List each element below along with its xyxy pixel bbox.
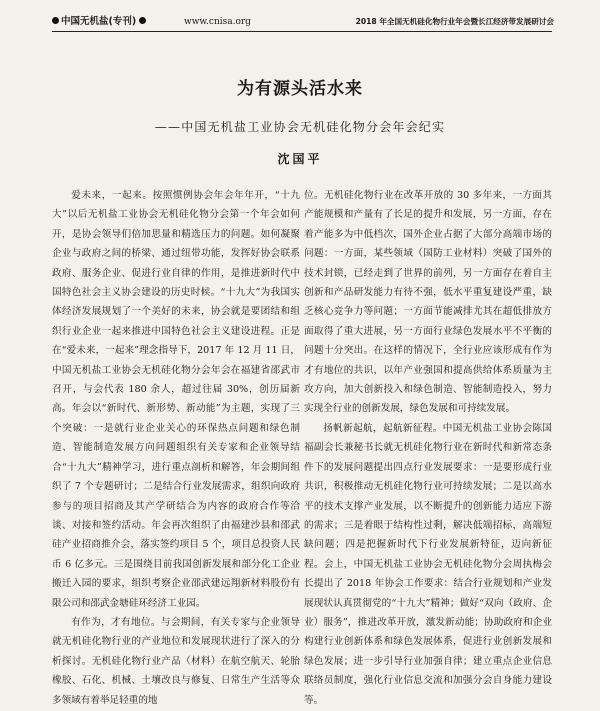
bullet-icon [139, 17, 146, 24]
paragraph: 爱未来，一起来。按照惯例协会年会年年开，“十九大”以后无机盐工业协会无机硅化物分会第一个年会如何开，是协会领导们倍加思量和精选压力的问题。如何凝聚企业与政府之间的桥梁、通过纽带功能，发挥好协会联系政府、服务企业、促进行业自律的作用，是推进新时代中国特色社会主义协会建设的历史时候。“十九大”为我国实体经济发展规划了一个美好的未来，协会就是要团结和组织行业企业一起来推进中国特色社会主义建设进程。正是在“爱未来，一起来”理念指导下，2017 年 12 月 11 日，中国无机盐工业协会无机硅化物分会年会在福建省邵武市召开，与会代表 180 余人，超过往届 30%，创历届新高。年会以“新时代、新形势、新动能”为主题，实现了三个突破：一是就行业企业关心的环保热点问题和绿色制造、智能制造发展方向问题组织有关专家和企业领导结合“十九大”精神学习，进行重点剖析和解答，年会期间组织了 7 个专题研讨；二是结合行业发展需求，组织向政府参与的项目招商及其产学研结合为内容的政府合作等洽谈、对接和签约活动。年会再次组织了由福建沙县和邵武硅产业招商推介会，落实签约项目 5 个，项目总投资人民币 6 亿多元。三是围绕目前我国创新发展和部分化工企业搬迁入园的要求，组织考察企业邵武建远翔新材料股份有限公司和邵武金塘硅环经济工业园。 [52, 190, 300, 609]
paragraph: 位。无机硅化物行业在改革开放的 30 多年来，一方面其产能规模和产量有了长足的提升和发展，另一方面，存在着产能多为中低档次，国外企业占据了大部分高端市场的问题：一方面，某些领域（国防工业材料）突破了国外的技术封锁，已经走到了世界的前列，另一方面存在着自主创新和产品研发能力有待不强，低水平重复建设严重，缺乏核心竞争力等问题；一方面节能减排尤其在超低排放方面取得了重大进展，另一方面行业绿色发展水平不平衡的问题十分突出。在这样的情况下，全行业应该形成有作为才有地位的共识，以年产业强国和提高供给体系质量为主攻方向，加大创新投入和绿色制造、智能制造投入，努力实现全行业的创新发展，绿色发展和可持续发展。 [304, 190, 552, 415]
conference-name: 2018 年全国无机硅化物行业年会暨长江经济带发展研讨会 [355, 17, 554, 26]
header-rule [52, 31, 552, 32]
bullet-icon [52, 17, 59, 24]
article-author: 沈国平 [277, 152, 323, 166]
right-column [304, 186, 552, 710]
paragraph: 有作为，才有地位。与会期间，有关专家与企业领导就无机硅化物行业的产业地位和发展现状进行了深入的分析探讨。无机硅化物行业产品（材料）在航空航天、轮胎橡胶、石化、机械、土壤改良与修复、日常生产生活等众多领域有着举足轻重的地 [52, 616, 300, 706]
article-subtitle: ——中国无机盐工业协会无机硅化物分会年会纪实 [154, 120, 446, 134]
journal-name: 中国无机盐(专刊) [61, 16, 137, 27]
running-header [52, 14, 552, 30]
left-column [52, 186, 300, 710]
paragraph: 扬帆新起航，起航新征程。中国无机盐工业协会陈国福副会长兼秘书长就无机硅化物行业在新时代和新常态条件下的发展问题提出四点行业发展要求：一是要形成行业共识，积极推动无机硅化物行业可持续发展；二是以高水平的技术支撑产业发展，以不断提升的创新能力适应下游的需求；三是着眼于结构性过剩，解决低端招标，高端短缺问题；四是把握新时代下行业发展新特征，迈向新征程。会上，中国无机盐工业协会无机硅化物分会周执梅会长提出了 2018 年协会工作要求：结合行业规划和产业发展现状认真贯彻党的“十九大”精神；做好“双向（政府、企业）服务”，推进改革开放，激发新动能；协助政府和企业构建行业创新体系和绿色发展体系，促进行业创新发展和绿色发展；进一步引导行业加强自律；建立重点企业信息联络员制度，强化行业信息交流和加强分会自身能力建设等。 [304, 422, 552, 706]
article-title: 为有源头活水来 [237, 79, 363, 99]
journal-url: www.cnisa.org [184, 17, 251, 27]
